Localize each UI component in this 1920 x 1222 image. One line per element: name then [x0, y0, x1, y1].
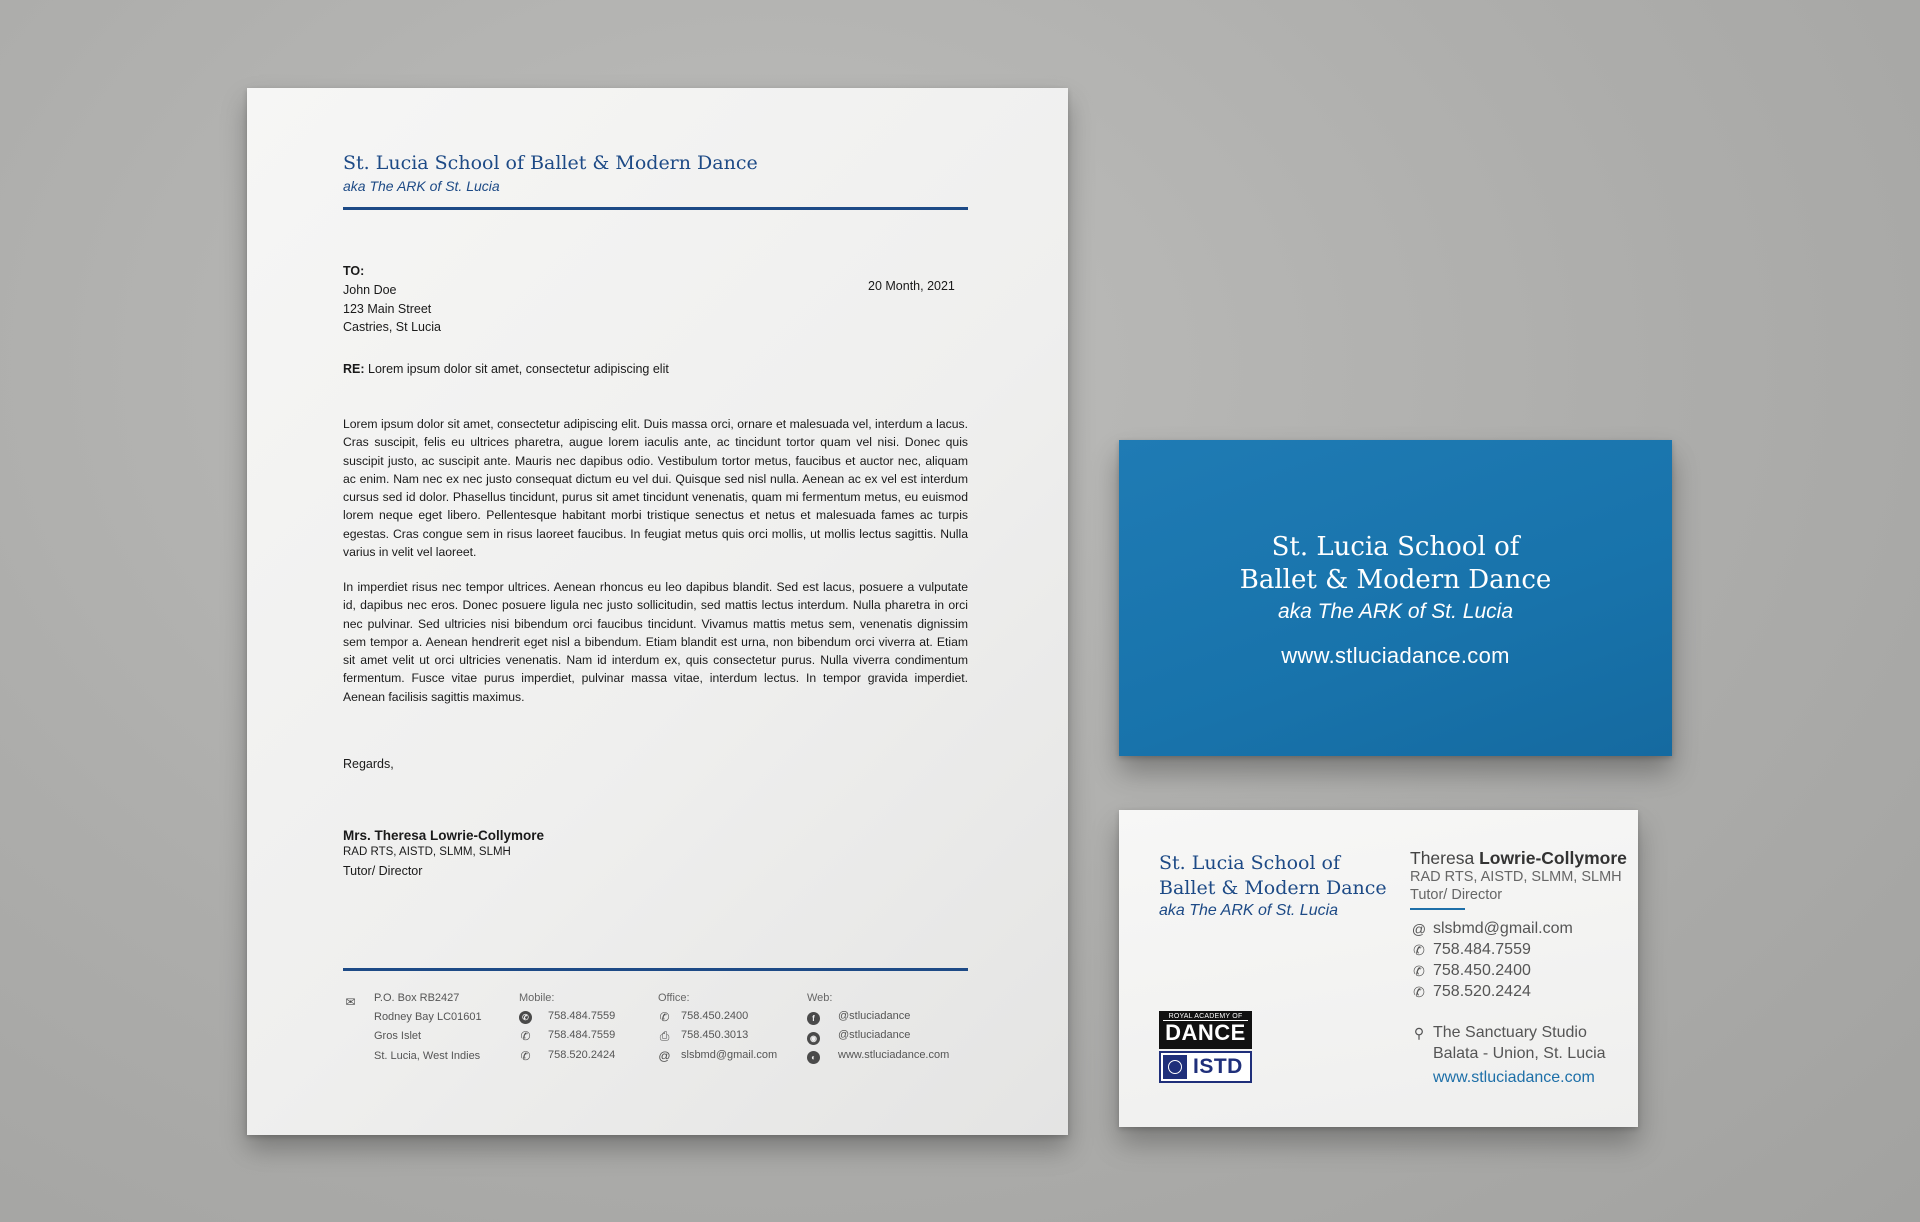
letterhead-page [247, 88, 1068, 1135]
card-holder-name [1410, 848, 1627, 869]
globe-icon: ◐ [807, 1051, 820, 1064]
re-text: Lorem ipsum dolor sit amet, consectetur adipiscing elit [364, 362, 669, 376]
card-front-title-line2: Ballet & Modern Dance [1239, 565, 1552, 595]
card-holder-role: Tutor/ Director [1410, 887, 1503, 903]
letterhead-title: St. Lucia School of Ballet & Modern Dance [343, 152, 758, 174]
card-holder-credentials: RAD RTS, AISTD, SLMM, SLMH [1410, 869, 1622, 885]
re-label: RE: [343, 362, 365, 376]
office-email: slsbmd@gmail.com [681, 1049, 778, 1061]
signer-name: Mrs. Theresa Lowrie-Collymore [343, 828, 545, 843]
at-icon: @ [658, 1049, 671, 1063]
footer-rule [343, 968, 968, 971]
card-location-1: The Sanctuary Studio [1433, 1024, 1587, 1041]
rad-logo [1159, 1011, 1252, 1049]
fax-icon: ⎙ [659, 1029, 670, 1043]
card-holder-first-name: Theresa [1410, 848, 1480, 868]
card-front-title-line1: St. Lucia School of [1271, 532, 1520, 562]
rad-logo-small-text: ROYAL ACADEMY OF [1163, 1011, 1248, 1021]
footer-address-4: St. Lucia, West Indies [374, 1050, 481, 1062]
business-card-front [1119, 440, 1672, 756]
card-back-title-line2: Ballet & Modern Dance [1159, 877, 1387, 899]
istd-logo [1159, 1051, 1252, 1083]
mobile-3: 758.520.2424 [548, 1049, 616, 1061]
card-back-title-line1: St. Lucia School of [1159, 852, 1341, 874]
office-phone-2: 758.450.3013 [681, 1029, 749, 1041]
letterhead-aka: aka The ARK of St. Lucia [343, 178, 500, 194]
office-phone-1: 758.450.2400 [681, 1010, 749, 1022]
phone-icon: ✆ [520, 1029, 531, 1043]
recipient-address [343, 281, 441, 337]
mail-icon: ✉ [345, 995, 356, 1009]
subject-line [343, 362, 669, 376]
regards: Regards, [343, 757, 394, 771]
signer-credentials: RAD RTS, AISTD, SLMM, SLMH [343, 846, 511, 858]
card-email: slsbmd@gmail.com [1433, 920, 1573, 937]
facebook-icon: f [807, 1012, 820, 1025]
business-card-back [1119, 810, 1638, 1127]
phone-icon: ✆ [520, 1049, 531, 1063]
web-label: Web: [807, 992, 833, 1004]
web-instagram: @stluciadance [838, 1029, 911, 1041]
location-pin-icon: ⚲ [1413, 1025, 1425, 1041]
instagram-icon: ◉ [807, 1032, 820, 1045]
signer-role: Tutor/ Director [343, 864, 423, 878]
card-front-website: www.stluciadance.com [1281, 643, 1510, 668]
whatsapp-icon: ✆ [519, 1011, 532, 1024]
footer-address-2: Rodney Bay LC01601 [374, 1011, 482, 1023]
to-label: TO: [343, 264, 365, 278]
recipient-street: 123 Main Street [343, 301, 432, 316]
footer-address-1: P.O. Box RB2427 [374, 992, 460, 1004]
phone-icon: ✆ [1413, 984, 1425, 1000]
recipient-city: Castries, St Lucia [343, 320, 441, 334]
letter-date: 20 Month, 2021 [868, 279, 955, 293]
mobile-2: 758.484.7559 [548, 1029, 616, 1041]
card-accent-rule [1410, 908, 1465, 910]
istd-crest-icon [1163, 1055, 1187, 1079]
mobile-label: Mobile: [519, 992, 555, 1004]
card-website: www.stluciadance.com [1433, 1069, 1595, 1086]
card-phone-1: 758.484.7559 [1433, 941, 1531, 958]
recipient-name: John Doe [343, 283, 397, 297]
card-phone-2: 758.450.2400 [1433, 962, 1531, 979]
mobile-1: 758.484.7559 [548, 1010, 616, 1022]
istd-logo-text: ISTD [1193, 1055, 1243, 1078]
rad-logo-big-text: DANCE [1165, 1020, 1246, 1045]
phone-icon: ✆ [1413, 963, 1425, 979]
web-facebook: @stluciadance [838, 1010, 911, 1022]
card-front-aka: aka The ARK of St. Lucia [1277, 600, 1513, 623]
body-paragraph-2: In imperdiet risus nec tempor ultrices. Aenean rhoncus eu leo dapibus blandit. Sed est lacus, posuere a vulputate id, dapibus nec eros. Donec posuere ligula nec justo sollicitudin, sed mattis lectus interdum. Nulla pharetra in orci nec pulvinar. Sed ultricies nisi bibendum orci faucibus tincidunt. Vivamus mattis metus sem, venenatis dignissim sem tempor a. Aenean hendrerit eget nisl a bibendum. Etiam blandit est urna, non bibendum orci viverra at. Etiam sit amet velit ut orci ultricies venenatis. Nam id interdum ex, quis consectetur purus. Nulla viverra condimentum fermentum. Fusce vitae purus imperdiet, pulvinar massa vitae, interdum lectus. In tempor gravida imperdiet. Aenean facilisis sagittis maximus. [343, 580, 968, 704]
card-back-aka: aka The ARK of St. Lucia [1159, 902, 1339, 919]
phone-icon: ✆ [659, 1010, 670, 1024]
at-icon: @ [1411, 921, 1427, 937]
card-phone-3: 758.520.2424 [1433, 983, 1531, 1000]
footer-address-3: Gros Islet [374, 1030, 422, 1042]
whatsapp-icon: ✆ [1413, 942, 1425, 958]
body-paragraph-1: Lorem ipsum dolor sit amet, consectetur adipiscing elit. Duis massa orci, ornare et malesuada vel, interdum a lacus. Cras suscipit, felis eu ultrices pharetra, augue lorem iaculis ante, ac tincidunt tortor quam vel nisi. Donec quis suscipit justo, ac suscipit ante. Mauris nec dapibus odio. Vestibulum tortor metus, faucibus et auctor nec, aliquam ac enim. Nam nec ex nec justo consequat dictum eu vel dui. Quisque sed nisl nulla. Aenean ac ex vel est interdum cursus sed id dolor. Phasellus tincidunt, purus sit amet tincidunt venenatis, quam mi fermentum metus, eu euismod lorem neque eget libero. Pellentesque habitant morbi tristique senectus et netus et malesuada fames ac turpis egestas. Cras congue sem in risus laoreet faucibus. In feugiat metus quis orci mollis, ut mollis lectus sagittis. Nulla varius in velit vel laoreet. [343, 417, 968, 560]
card-holder-last-name: Lowrie-Collymore [1479, 848, 1627, 868]
header-rule [343, 207, 968, 210]
office-label: Office: [658, 992, 690, 1004]
web-site: www.stluciadance.com [838, 1049, 950, 1061]
card-location-2: Balata - Union, St. Lucia [1433, 1045, 1606, 1062]
